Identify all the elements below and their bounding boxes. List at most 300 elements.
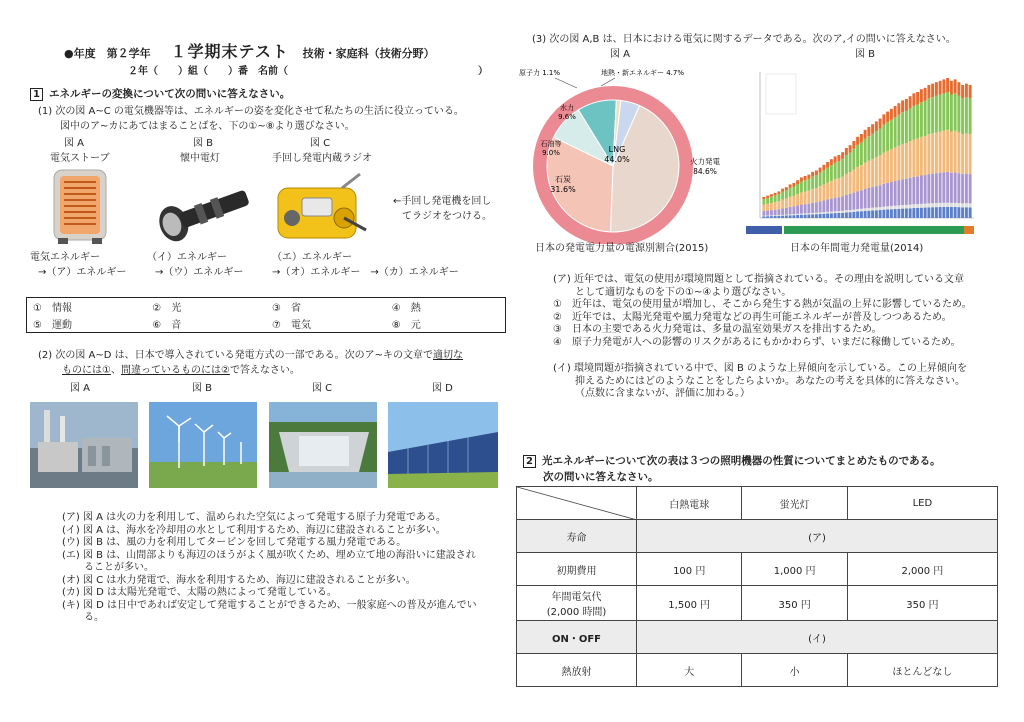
- row-label-heat: 熱放射: [517, 654, 637, 687]
- bar-segment: [939, 81, 942, 95]
- photo-b-label: 図 B: [192, 383, 213, 394]
- bar-segment: [897, 205, 900, 208]
- bar-segment: [766, 216, 769, 218]
- bar-segment: [781, 199, 784, 208]
- col-led: LED: [847, 487, 997, 520]
- statement-i: (イ) 図 A は、海水を冷却用の水として利用するため、海辺に建設されることが多い。: [62, 524, 446, 536]
- bar-segment: [841, 152, 844, 159]
- bar-segment: [920, 102, 923, 137]
- option-6: ⑥ 音: [152, 320, 182, 331]
- bar-segment: [894, 147, 897, 181]
- bar-segment: [834, 163, 837, 180]
- bar-segment: [774, 216, 777, 218]
- bar-segment: [901, 179, 904, 205]
- bar-segment: [969, 98, 972, 134]
- bar-segment: [822, 200, 825, 212]
- bar-segment: [845, 212, 848, 218]
- bar-segment: [890, 120, 893, 149]
- bar-segment: [920, 204, 923, 208]
- bar-segment: [935, 96, 938, 133]
- bar-segment: [815, 188, 818, 202]
- bar-segment: [774, 202, 777, 210]
- bar-segment: [935, 132, 938, 173]
- bar-segment: [777, 216, 780, 218]
- bar-segment: [792, 206, 795, 214]
- fig-b-label: 図 B: [193, 138, 214, 149]
- lifespan-answer-blank: (ア): [637, 520, 998, 553]
- bar-segment: [785, 216, 788, 218]
- cell-heat-fluorescent: 小: [742, 654, 847, 687]
- bar-segment: [954, 203, 957, 207]
- bar-segment: [807, 175, 810, 179]
- exam-title: １学期末テスト: [170, 42, 289, 61]
- bar-segment: [856, 145, 859, 167]
- bar-segment: [871, 208, 874, 211]
- annual-power-bar-chart: [738, 66, 998, 242]
- q1-sub2-wrong-mark: 間違っているものには②: [120, 365, 230, 376]
- bar-segment: [957, 82, 960, 96]
- row-label-lifespan: 寿命: [517, 520, 637, 553]
- bar-segment: [875, 210, 878, 218]
- bar-segment: [905, 143, 908, 179]
- bar-segment: [935, 82, 938, 96]
- q3-i-line1: (イ) 環境問題が指摘されている中で、図 B のような上昇傾向を示している。この上昇傾向を: [553, 363, 967, 374]
- pie-label-geo: 地熱・新エネルギー 4.7%: [601, 69, 685, 77]
- bar-segment: [826, 212, 829, 214]
- radio-note-1: ←手回し発電機を回し: [393, 196, 492, 207]
- flow-a-2: →（ア）エネルギー: [38, 267, 127, 278]
- bar-segment: [781, 189, 784, 192]
- bar-segment: [864, 162, 867, 188]
- bar-segment: [849, 210, 852, 212]
- bar-segment: [916, 105, 919, 139]
- bar-segment: [871, 134, 874, 159]
- bar-segment: [969, 207, 972, 218]
- cell-annual-fluorescent: 350 円: [742, 586, 847, 621]
- cell-heat-led: ほとんどなし: [847, 654, 997, 687]
- bar-segment: [852, 193, 855, 210]
- bar-segment: [770, 203, 773, 210]
- bar-segment: [924, 136, 927, 175]
- table-row: [517, 654, 998, 687]
- bar-segment: [916, 139, 919, 177]
- bar-segment: [822, 212, 825, 214]
- bar-segment: [834, 179, 837, 197]
- statement-ki: (キ) 図 D は日中であれば安定して発電することができるため、一般家庭への普及が進んでい: [62, 599, 477, 611]
- bar-segment: [894, 209, 897, 218]
- bar-segment: [946, 172, 949, 203]
- flow-b-1: （イ）エネルギー: [147, 252, 227, 263]
- bar-segment: [849, 172, 852, 194]
- bar-segment: [905, 99, 908, 111]
- q3-a-line1: (ア) 近年では、電気の使用が環境問題として指摘されている。その理由を説明している文章: [553, 274, 964, 285]
- bar-segment: [785, 208, 788, 215]
- bar-segment: [834, 213, 837, 218]
- bar-segment: [954, 172, 957, 202]
- pie-value-thermal: 84.6%: [693, 167, 717, 176]
- bar-segment: [924, 208, 927, 218]
- bar-segment: [905, 179, 908, 205]
- bar-segment: [957, 173, 960, 203]
- bar-segment: [875, 121, 878, 131]
- bar-segment: [804, 213, 807, 214]
- bar-segment: [826, 183, 829, 200]
- option-8: ⑧ 元: [391, 320, 421, 331]
- wind-farm-photo: [149, 402, 257, 488]
- bar-segment: [762, 199, 765, 205]
- bar-segment: [931, 207, 934, 218]
- bar-segment: [845, 155, 848, 174]
- bar-segment: [800, 214, 803, 215]
- bar-segment: [890, 182, 893, 206]
- bar-segment: [912, 140, 915, 177]
- bar-segment: [909, 205, 912, 209]
- bar-segment: [920, 137, 923, 176]
- bar-segment: [800, 177, 803, 181]
- bar-segment: [942, 203, 945, 207]
- bar-segment: [841, 213, 844, 218]
- bar-segment: [785, 199, 788, 208]
- bar-segment: [942, 131, 945, 173]
- bar-caption: 日本の年間電力発電量(2014): [790, 243, 924, 254]
- crank-radio-image: [272, 170, 372, 248]
- bar-segment: [890, 149, 893, 182]
- q2-heading: [523, 455, 941, 468]
- table-row: [517, 586, 998, 621]
- bar-segment: [815, 202, 818, 212]
- bar-segment: [789, 215, 792, 218]
- bar-segment: [822, 214, 825, 218]
- bar-segment: [916, 204, 919, 208]
- bar-segment: [770, 216, 773, 218]
- bar-segment: [931, 203, 934, 207]
- bar-segment: [819, 186, 822, 201]
- pie-caption: 日本の発電電力量の電源別割合(2015): [535, 243, 709, 254]
- bar-segment: [811, 176, 814, 188]
- bar-segment: [961, 203, 964, 207]
- bar-segment: [841, 177, 844, 197]
- bar-segment: [924, 88, 927, 101]
- bar-segment: [826, 214, 829, 218]
- pie-value-lng: 44.0%: [604, 155, 630, 164]
- bar-segment: [875, 186, 878, 207]
- q1-sub2-correct-mark: ものには①: [62, 365, 111, 376]
- bar-segment: [961, 134, 964, 174]
- bar-segment: [897, 103, 900, 114]
- q2-number: 2: [523, 455, 536, 468]
- bar-segment: [785, 190, 788, 198]
- bar-segment: [894, 117, 897, 147]
- bar-segment: [811, 213, 814, 214]
- bar-segment: [939, 207, 942, 218]
- bar-segment: [852, 141, 855, 149]
- bar-segment: [879, 129, 882, 156]
- bar-segment: [796, 206, 799, 214]
- bar-segment: [897, 180, 900, 205]
- bar-segment: [894, 206, 897, 209]
- bar-segment: [860, 209, 863, 212]
- bar-segment: [860, 211, 863, 218]
- fig-b-chart-label: 図 B: [855, 49, 876, 60]
- bar-segment: [800, 181, 803, 192]
- bar-segment: [789, 214, 792, 215]
- q3-i-line2: 抑えるためにはどのようなことをしたらよいか。あなたの考えを具体的に答えなさい。: [575, 375, 965, 387]
- bar-segment: [957, 203, 960, 207]
- q1-sub2-appropriate: 適切な: [433, 350, 463, 361]
- q1-sub2-line1-text: (2) 次の図 A~D は、日本で導入されている発電方式の一部である。次のア~キの文章で: [38, 350, 433, 361]
- electric-heater-image: [50, 168, 110, 246]
- bar-segment: [909, 108, 912, 141]
- bar-segment: [789, 188, 792, 197]
- bar-segment: [830, 199, 833, 212]
- thermal-plant-photo: [30, 402, 138, 488]
- bar-segment: [965, 207, 968, 218]
- bar-segment: [924, 101, 927, 136]
- bar-segment: [890, 206, 893, 209]
- pie-value-coal: 31.6%: [550, 185, 576, 194]
- bar-segment: [841, 196, 844, 210]
- bar-segment: [807, 179, 810, 191]
- q3-i-line3: （点数に含まないが、評価に加わる。）: [575, 388, 750, 399]
- bar-segment: [920, 208, 923, 218]
- bar-segment: [807, 213, 810, 214]
- photo-d-label: 図 D: [432, 383, 453, 394]
- pie-label-hydro: 水力: [560, 104, 574, 112]
- bar-segment: [845, 174, 848, 195]
- bar-segment: [789, 197, 792, 207]
- table-row: [517, 520, 998, 553]
- row-label-initial-cost: 初期費用: [517, 553, 637, 586]
- bar-segment: [792, 187, 795, 196]
- bar-segment: [950, 81, 953, 95]
- bar-segment: [931, 97, 934, 133]
- bar-segment: [882, 125, 885, 153]
- bar-segment: [852, 210, 855, 212]
- q2-heading-2: 次の問いに答えなさい。: [543, 471, 659, 483]
- cell-initial-incandescent: 100 円: [637, 553, 742, 586]
- bar-segment: [897, 146, 900, 180]
- bar-segment: [849, 152, 852, 172]
- cell-annual-incandescent: 1,500 円: [637, 586, 742, 621]
- bar-segment: [950, 203, 953, 207]
- bar-segment: [935, 173, 938, 203]
- bar-segment: [890, 209, 893, 218]
- bar-segment: [950, 132, 953, 173]
- statement-ka: (カ) 図 D は太陽光発電で、太陽の熱によって発電している。: [62, 587, 337, 598]
- bar-segment: [912, 208, 915, 218]
- bar-segment: [920, 89, 923, 102]
- bar-segment: [942, 93, 945, 130]
- q1-sub2-line2: [62, 365, 300, 378]
- bar-segment: [789, 184, 792, 187]
- bar-segment: [807, 204, 810, 214]
- bar-segment: [830, 212, 833, 214]
- bar-segment: [856, 191, 859, 209]
- bar-segment: [796, 184, 799, 194]
- flow-b-2: →（ウ）エネルギー: [155, 267, 244, 278]
- bar-segment: [905, 205, 908, 209]
- bar-segment: [961, 207, 964, 218]
- bar-segment: [946, 207, 949, 218]
- bar-segment: [879, 210, 882, 218]
- bar-segment: [901, 209, 904, 218]
- bar-segment: [939, 203, 942, 207]
- fig-b-name: 懐中電灯: [180, 153, 220, 164]
- annual-cost-label: 年間電気代: [551, 592, 602, 603]
- bar-segment: [762, 205, 765, 211]
- bar-segment: [875, 207, 878, 210]
- bar-segment: [852, 169, 855, 192]
- bar-segment: [804, 180, 807, 191]
- bar-segment: [886, 122, 889, 151]
- bar-segment: [845, 195, 848, 210]
- bar-segment: [879, 207, 882, 210]
- lighting-properties-table: [516, 486, 998, 687]
- bar-segment: [909, 141, 912, 178]
- cell-heat-incandescent: 大: [637, 654, 742, 687]
- bar-segment: [796, 194, 799, 205]
- bar-segment: [954, 93, 957, 130]
- bar-segment: [946, 78, 949, 92]
- bar-segment: [924, 204, 927, 208]
- bar-segment: [852, 212, 855, 218]
- bar-segment: [942, 207, 945, 218]
- bar-segment: [800, 205, 803, 214]
- bar-segment: [879, 119, 882, 129]
- bar-segment: [830, 213, 833, 218]
- bar-segment: [935, 207, 938, 218]
- bar-segment: [762, 216, 765, 218]
- bar-segment: [804, 204, 807, 213]
- bar-segment: [946, 130, 949, 172]
- bar-segment: [901, 100, 904, 112]
- fig-a-chart-label: 図 A: [610, 49, 631, 60]
- bar-segment: [819, 201, 822, 212]
- header-year: ●年度 第２学年: [64, 47, 151, 60]
- bar-segment: [804, 215, 807, 218]
- pie-label-lng: LNG: [608, 145, 626, 154]
- bar-segment: [864, 208, 867, 211]
- bar-segment: [961, 85, 964, 98]
- bar-segment: [901, 144, 904, 179]
- bar-segment: [762, 216, 765, 217]
- bar-segment: [905, 208, 908, 218]
- bar-segment: [909, 178, 912, 205]
- bar-segment: [819, 214, 822, 218]
- bar-segment: [864, 130, 867, 139]
- bar-segment: [931, 133, 934, 173]
- bar-segment: [927, 85, 930, 98]
- bar-segment: [954, 131, 957, 173]
- bar-segment: [856, 209, 859, 211]
- bar-segment: [916, 208, 919, 218]
- bar-segment: [909, 96, 912, 108]
- bar-segment: [890, 109, 893, 120]
- flow-a-1: 電気エネルギー: [30, 252, 100, 263]
- q1-sub2-line1: [38, 350, 463, 363]
- bar-segment: [965, 84, 968, 97]
- bar-segment: [965, 97, 968, 133]
- bar-segment: [781, 192, 784, 200]
- option-2: ② 光: [152, 303, 182, 314]
- bar-segment: [942, 79, 945, 93]
- option-3: ③ 省: [271, 303, 301, 314]
- bar-segment: [819, 168, 822, 173]
- bar-segment: [852, 149, 855, 170]
- bar-segment: [849, 145, 852, 152]
- bar-segment: [781, 215, 784, 216]
- bar-segment: [807, 191, 810, 204]
- bar-segment: [961, 174, 964, 203]
- option-5: ⑤ 運動: [33, 320, 72, 331]
- bar-segment: [762, 197, 765, 199]
- bar-segment: [916, 92, 919, 105]
- bar-segment: [834, 156, 837, 162]
- bar-segment: [886, 209, 889, 218]
- bar-segment: [815, 175, 818, 188]
- table-row: [517, 553, 998, 586]
- q1-heading: [30, 88, 290, 101]
- bar-segment: [882, 184, 885, 207]
- bar-segment: [871, 159, 874, 187]
- name-line: ２年（ ）組（ ）番 名前（ ）: [128, 66, 488, 77]
- bar-segment: [875, 157, 878, 186]
- bar-segment: [849, 212, 852, 218]
- bar-segment: [927, 98, 930, 134]
- bar-segment: [856, 212, 859, 219]
- bar-segment: [912, 106, 915, 140]
- bar-segment: [886, 151, 889, 183]
- bar-segment: [807, 215, 810, 218]
- row-label-annual-cost: [517, 586, 637, 621]
- option-4: ④ 熱: [391, 303, 421, 314]
- bar-segment: [867, 208, 870, 211]
- bar-segment: [777, 191, 780, 194]
- bar-segment: [800, 215, 803, 218]
- fig-c-name: 手回し発電内蔵ラジオ: [272, 153, 372, 164]
- cell-annual-led: 350 円: [847, 586, 997, 621]
- bar-segment: [886, 112, 889, 123]
- flow-c-1: （エ）エネルギー: [272, 252, 352, 263]
- bar-segment: [766, 198, 769, 204]
- bar-segment: [837, 211, 840, 213]
- bar-segment: [837, 178, 840, 197]
- bar-segment: [766, 196, 769, 198]
- bar-segment: [766, 216, 769, 217]
- bar-segment: [856, 137, 859, 145]
- statement-ki-cont: る。: [84, 612, 104, 623]
- bar-segment: [920, 176, 923, 204]
- bar-segment: [777, 194, 780, 201]
- bar-segment: [871, 187, 874, 208]
- bar-segment: [777, 215, 780, 216]
- bar-segment: [792, 214, 795, 215]
- bar-segment: [946, 203, 949, 207]
- bar-segment: [864, 211, 867, 218]
- q1-sub2-answer-text: で答えなさい。: [229, 365, 300, 376]
- bar-segment: [860, 190, 863, 208]
- bar-segment: [927, 174, 930, 203]
- bar-segment: [860, 165, 863, 190]
- bar-segment: [781, 216, 784, 218]
- bar-segment: [785, 187, 788, 190]
- bar-segment: [882, 210, 885, 218]
- bar-segment: [834, 198, 837, 212]
- table-row: [517, 621, 998, 654]
- table-corner-cell: [517, 487, 637, 520]
- bar-segment: [860, 142, 863, 165]
- bar-segment: [942, 172, 945, 202]
